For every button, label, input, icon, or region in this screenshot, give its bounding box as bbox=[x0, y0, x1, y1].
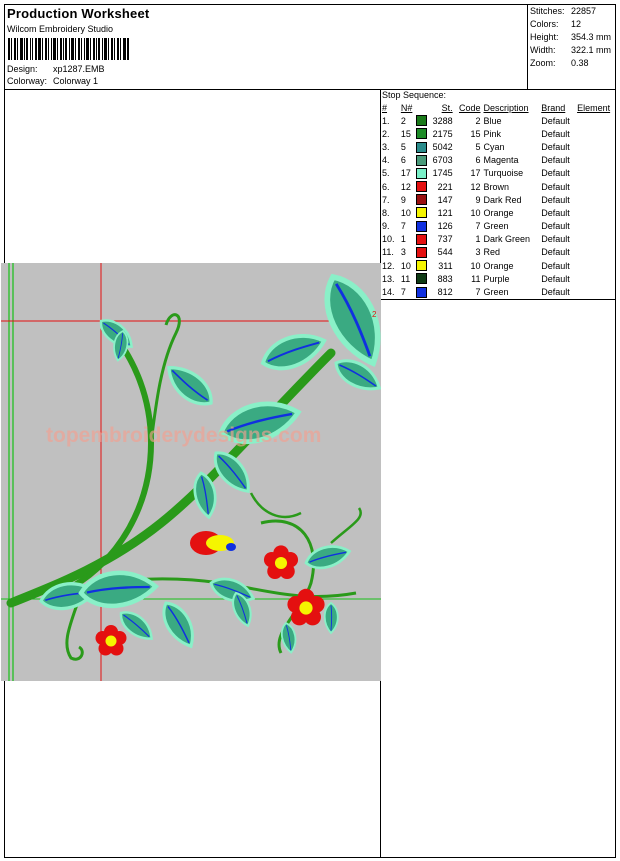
row-stitches: 544 bbox=[437, 247, 453, 258]
design-preview bbox=[1, 263, 381, 681]
worksheet-page bbox=[4, 4, 616, 858]
color-swatch bbox=[416, 194, 427, 205]
colorway-value: Colorway 1 bbox=[53, 76, 99, 86]
row-description: Magenta bbox=[483, 155, 519, 166]
row-code: 10 bbox=[470, 260, 481, 271]
row-description: Dark Red bbox=[483, 194, 522, 205]
design-preview-panel bbox=[5, 89, 381, 857]
row-swatch bbox=[416, 206, 429, 219]
stop-sequence-panel bbox=[381, 89, 615, 300]
row-num: 5. bbox=[382, 168, 390, 179]
row-swatch bbox=[416, 180, 429, 193]
row-element bbox=[577, 114, 615, 127]
row-description: Orange bbox=[483, 260, 514, 271]
row-description: Purple bbox=[483, 273, 510, 284]
row-stitches: 1745 bbox=[432, 168, 453, 179]
row-needle: 5 bbox=[400, 141, 406, 152]
table-row bbox=[382, 180, 615, 193]
flower-mid bbox=[264, 545, 298, 579]
row-element bbox=[577, 154, 615, 167]
col-header-stitches: St. bbox=[441, 102, 453, 113]
table-row bbox=[382, 193, 615, 206]
height-row bbox=[530, 32, 611, 42]
color-swatch bbox=[416, 155, 427, 166]
row-stitches: 121 bbox=[437, 207, 453, 218]
row-stitches: 2175 bbox=[432, 128, 453, 139]
row-num: 13. bbox=[382, 273, 395, 284]
row-code: 5 bbox=[475, 141, 481, 152]
row-num: 8. bbox=[382, 207, 390, 218]
colors-row bbox=[530, 19, 581, 29]
design-value: xp1287.EMB bbox=[53, 64, 105, 74]
table-row bbox=[382, 259, 615, 272]
row-num: 14. bbox=[382, 287, 395, 298]
table-row bbox=[382, 154, 615, 167]
design-stats bbox=[527, 5, 616, 89]
stop-sequence-table bbox=[382, 101, 615, 299]
row-needle: 12 bbox=[400, 181, 411, 192]
guide-marker-label: 2 bbox=[372, 310, 377, 319]
table-row bbox=[382, 167, 615, 180]
row-description: Orange bbox=[483, 207, 514, 218]
row-brand: Default bbox=[541, 234, 570, 245]
height-label: Height: bbox=[530, 32, 559, 42]
color-swatch bbox=[416, 247, 427, 258]
row-code: 2 bbox=[475, 115, 481, 126]
row-swatch bbox=[416, 259, 429, 272]
row-stitches: 311 bbox=[438, 260, 453, 271]
row-element bbox=[577, 140, 615, 153]
row-needle: 10 bbox=[400, 207, 411, 218]
color-swatch bbox=[416, 168, 427, 179]
stitches-row bbox=[530, 6, 596, 16]
color-swatch bbox=[416, 260, 427, 271]
col-header-brand: Brand bbox=[541, 102, 566, 113]
row-brand: Default bbox=[541, 115, 570, 126]
row-code: 9 bbox=[475, 194, 481, 205]
color-swatch bbox=[416, 234, 427, 245]
row-stitches: 147 bbox=[437, 194, 453, 205]
row-num: 2. bbox=[382, 128, 390, 139]
row-code: 17 bbox=[470, 168, 481, 179]
row-element bbox=[577, 259, 615, 272]
row-swatch bbox=[416, 193, 429, 206]
row-swatch bbox=[416, 233, 429, 246]
row-code: 7 bbox=[475, 287, 481, 298]
row-swatch bbox=[416, 140, 429, 153]
leaf-mid-upper bbox=[161, 359, 219, 413]
row-description: Blue bbox=[483, 115, 502, 126]
row-brand: Default bbox=[541, 141, 570, 152]
row-brand: Default bbox=[541, 155, 570, 166]
row-swatch bbox=[416, 272, 429, 285]
row-code: 3 bbox=[475, 247, 481, 258]
row-stitches: 221 bbox=[437, 181, 453, 192]
col-header-num: # bbox=[382, 102, 388, 113]
row-swatch bbox=[416, 154, 429, 167]
color-swatch bbox=[416, 142, 427, 153]
col-header-swatch bbox=[416, 101, 429, 114]
leaf-right-3 bbox=[280, 622, 298, 654]
colorway-row bbox=[7, 76, 98, 86]
row-element bbox=[577, 233, 615, 246]
leaf-right-2 bbox=[325, 603, 338, 633]
row-brand: Default bbox=[541, 287, 570, 298]
flower-butterfly bbox=[190, 531, 236, 555]
row-brand: Default bbox=[541, 128, 570, 139]
width-label: Width: bbox=[530, 45, 556, 55]
row-brand: Default bbox=[541, 207, 570, 218]
row-num: 7. bbox=[382, 194, 390, 205]
row-stitches: 812 bbox=[437, 287, 453, 298]
row-needle: 9 bbox=[400, 194, 406, 205]
row-num: 11. bbox=[382, 247, 394, 258]
row-stitches: 5042 bbox=[432, 141, 453, 152]
row-code: 15 bbox=[470, 128, 481, 139]
zoom-label: Zoom: bbox=[530, 58, 556, 68]
row-brand: Default bbox=[541, 181, 570, 192]
row-brand: Default bbox=[541, 221, 570, 232]
row-num: 9. bbox=[382, 221, 390, 232]
table-header-row bbox=[382, 101, 615, 114]
row-num: 4. bbox=[382, 155, 390, 166]
row-brand: Default bbox=[541, 168, 570, 179]
table-row bbox=[382, 114, 615, 127]
row-needle: 17 bbox=[400, 168, 411, 179]
row-swatch bbox=[416, 127, 429, 140]
row-code: 12 bbox=[470, 181, 481, 192]
width-value: 322.1 mm bbox=[571, 45, 612, 55]
height-value: 354.3 mm bbox=[571, 32, 612, 42]
width-row bbox=[530, 45, 611, 55]
embroidery-design-image bbox=[1, 263, 381, 681]
table-row bbox=[382, 206, 615, 219]
row-element bbox=[577, 206, 615, 219]
table-row bbox=[382, 246, 615, 259]
col-header-needle: N# bbox=[400, 102, 413, 113]
tendril-mid bbox=[251, 493, 301, 517]
row-code: 1 bbox=[475, 234, 481, 245]
table-row bbox=[382, 285, 615, 298]
row-description: Brown bbox=[483, 181, 510, 192]
row-needle: 10 bbox=[400, 260, 411, 271]
page-title: Production Worksheet bbox=[7, 6, 150, 21]
col-header-element: Element bbox=[577, 102, 611, 113]
row-stitches: 883 bbox=[437, 273, 453, 284]
row-element bbox=[577, 167, 615, 180]
row-element bbox=[577, 272, 615, 285]
color-swatch bbox=[416, 273, 427, 284]
table-row bbox=[382, 127, 615, 140]
left-stem bbox=[61, 325, 151, 593]
color-swatch bbox=[416, 221, 427, 232]
row-swatch bbox=[416, 220, 429, 233]
colors-label: Colors: bbox=[530, 19, 559, 29]
row-description: Red bbox=[483, 247, 501, 258]
row-stitches: 737 bbox=[437, 234, 453, 245]
stitches-value: 22857 bbox=[571, 6, 597, 16]
row-description: Cyan bbox=[483, 141, 505, 152]
row-stitches: 3288 bbox=[432, 115, 453, 126]
row-element bbox=[577, 220, 615, 233]
row-code: 10 bbox=[470, 207, 481, 218]
row-code: 6 bbox=[475, 155, 481, 166]
row-needle: 15 bbox=[400, 128, 411, 139]
row-brand: Default bbox=[541, 247, 570, 258]
row-element bbox=[577, 193, 615, 206]
worksheet-header bbox=[5, 5, 615, 90]
tendril-right bbox=[331, 508, 361, 543]
row-description: Turquoise bbox=[483, 168, 524, 179]
color-swatch bbox=[416, 287, 427, 298]
color-swatch bbox=[416, 181, 427, 192]
table-row bbox=[382, 233, 615, 246]
colorway-label: Colorway: bbox=[7, 76, 48, 86]
design-label: Design: bbox=[7, 64, 38, 74]
stop-sequence-rows bbox=[382, 114, 615, 299]
watermark-text: topembroiderydesigns.com bbox=[46, 424, 322, 447]
row-stitches: 126 bbox=[437, 221, 453, 232]
row-num: 12. bbox=[382, 260, 395, 271]
leaf-lower bbox=[157, 597, 201, 651]
color-swatch bbox=[416, 128, 427, 139]
row-description: Pink bbox=[483, 128, 502, 139]
row-brand: Default bbox=[541, 260, 570, 271]
row-needle: 7 bbox=[400, 287, 406, 298]
zoom-row bbox=[530, 58, 589, 68]
row-element bbox=[577, 180, 615, 193]
col-header-description: Description bbox=[483, 102, 529, 113]
row-needle: 11 bbox=[400, 273, 411, 284]
row-needle: 6 bbox=[400, 155, 406, 166]
row-swatch bbox=[416, 246, 429, 259]
row-description: Green bbox=[483, 287, 509, 298]
zoom-value: 0.38 bbox=[571, 58, 589, 68]
row-swatch bbox=[416, 114, 429, 127]
row-element bbox=[577, 246, 615, 259]
row-num: 10. bbox=[382, 234, 395, 245]
row-code: 11 bbox=[471, 273, 481, 284]
row-num: 1. bbox=[382, 115, 390, 126]
row-code: 7 bbox=[475, 221, 481, 232]
color-swatch bbox=[416, 115, 427, 126]
colors-value: 12 bbox=[571, 19, 582, 29]
row-needle: 2 bbox=[400, 115, 406, 126]
row-swatch bbox=[416, 285, 429, 298]
row-description: Dark Green bbox=[483, 234, 531, 245]
row-needle: 3 bbox=[400, 247, 406, 258]
stitches-label: Stitches: bbox=[530, 6, 565, 16]
row-stitches: 6703 bbox=[432, 155, 453, 166]
row-needle: 1 bbox=[400, 234, 406, 245]
row-brand: Default bbox=[541, 273, 570, 284]
row-needle: 7 bbox=[400, 221, 406, 232]
table-row bbox=[382, 220, 615, 233]
software-name: Wilcom Embroidery Studio bbox=[7, 24, 114, 34]
stop-sequence-title: Stop Sequence: bbox=[382, 90, 447, 100]
row-description: Green bbox=[483, 221, 509, 232]
table-row bbox=[382, 140, 615, 153]
row-element bbox=[577, 127, 615, 140]
row-num: 6. bbox=[382, 181, 390, 192]
flower-bottom-left bbox=[96, 625, 127, 656]
table-row bbox=[382, 272, 615, 285]
row-element bbox=[577, 285, 615, 298]
barcode-icon bbox=[8, 38, 130, 60]
col-header-code: Code bbox=[458, 102, 481, 113]
row-num: 3. bbox=[382, 141, 390, 152]
row-brand: Default bbox=[541, 194, 570, 205]
color-swatch bbox=[416, 207, 427, 218]
row-swatch bbox=[416, 167, 429, 180]
design-row bbox=[7, 64, 105, 74]
